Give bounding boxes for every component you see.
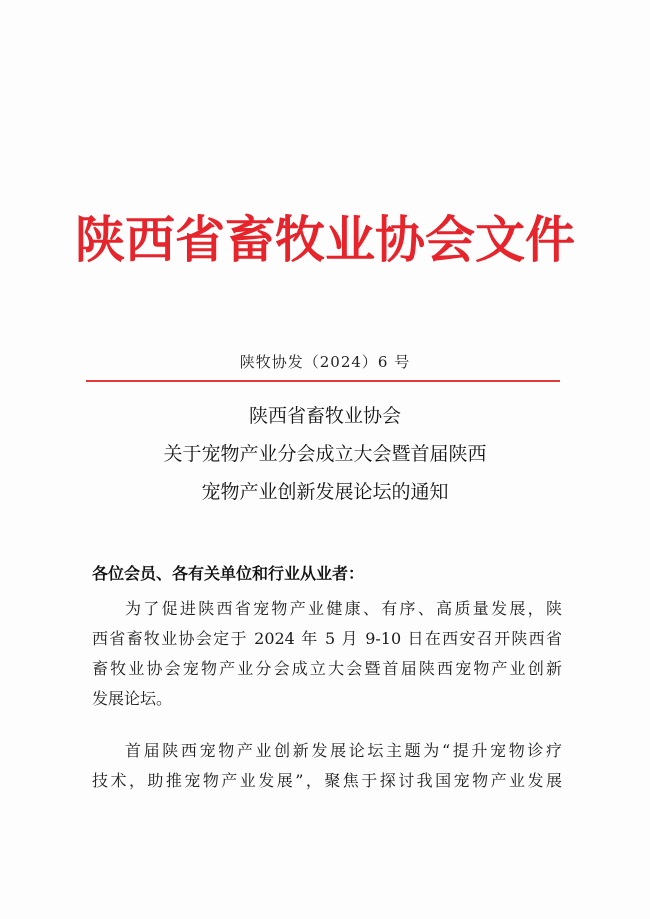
paragraph-1 [92, 594, 562, 714]
notice-title [0, 397, 650, 511]
title-line-3: 宠物产业创新发展论坛的通知 [201, 481, 449, 503]
paragraph-2-line-2: 技术，助推宠物产业发展”，聚焦于探讨我国宠物产业发展 [92, 771, 562, 790]
paragraph-2-line-1: 首届陕西宠物产业创新发展论坛主题为“提升宠物诊疗 [125, 741, 562, 760]
title-line-1: 陕西省畜牧业协会 [248, 405, 401, 427]
title-line-2: 关于宠物产业分会成立大会暨首届陕西 [163, 443, 487, 465]
paragraph-1-line-2: 西省畜牧业协会定于 2024 年 5 月 9-10 日在西安召开陕西省 [92, 629, 562, 648]
paragraph-1-line-4: 发展论坛。 [92, 689, 173, 708]
paragraph-1-line-1: 为了促进陕西省宠物产业健康、有序、高质量发展，陕 [125, 599, 562, 618]
document-number: 陕牧协发（2024）6 号 [239, 353, 411, 371]
red-divider-line [86, 380, 560, 382]
paragraph-2 [92, 736, 562, 796]
paragraph-1-line-3: 畜牧业协会宠物产业分会成立大会暨首届陕西宠物产业创新 [92, 659, 562, 678]
salutation: 各位会员、各有关单位和行业从业者： [92, 564, 365, 583]
masthead-title: 陕西省畜牧业协会文件 [75, 210, 575, 269]
